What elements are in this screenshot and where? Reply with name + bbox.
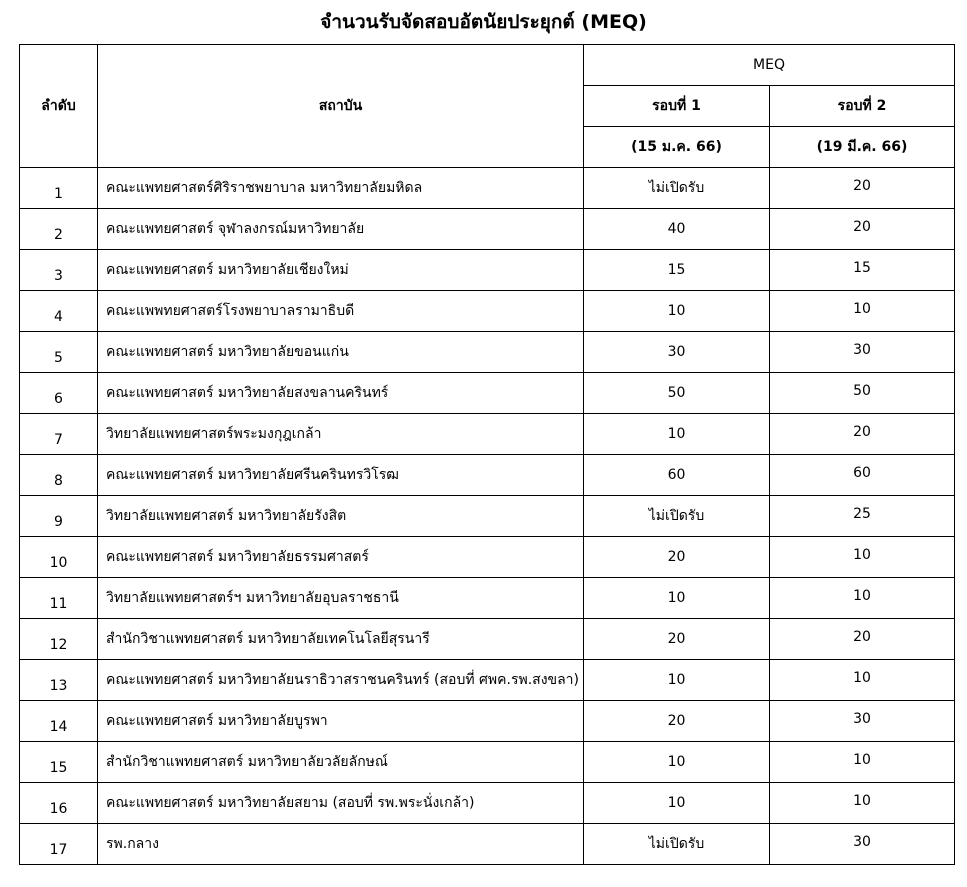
header-round2-date: (19 มี.ค. 66)	[770, 127, 955, 168]
round2-quota: 60	[770, 455, 955, 496]
round1-quota: 20	[584, 701, 770, 742]
round1-quota: 40	[584, 209, 770, 250]
table-row	[20, 455, 955, 496]
round2-quota: 30	[770, 701, 955, 742]
round2-quota: 20	[770, 414, 955, 455]
row-number: 9	[20, 496, 98, 537]
header-meq-group: MEQ	[584, 45, 955, 86]
table-row	[20, 660, 955, 701]
table-row	[20, 414, 955, 455]
header-round1: รอบที่ 1	[584, 86, 770, 127]
header-institution: สถาบัน	[98, 45, 584, 168]
round1-quota: ไม่เปิดรับ	[584, 824, 770, 865]
table-row	[20, 291, 955, 332]
round2-quota: 15	[770, 250, 955, 291]
round1-quota: 10	[584, 783, 770, 824]
row-number: 15	[20, 742, 98, 783]
table-row	[20, 168, 955, 209]
round2-quota: 20	[770, 209, 955, 250]
round2-quota: 20	[770, 619, 955, 660]
round1-quota: 10	[584, 578, 770, 619]
round2-quota: 10	[770, 578, 955, 619]
round1-quota: 15	[584, 250, 770, 291]
header-no: ลำดับ	[20, 45, 98, 168]
table-row	[20, 496, 955, 537]
row-number: 1	[20, 168, 98, 209]
institution-name: คณะแพทยศาสตร์ศิริราชพยาบาล มหาวิทยาลัยมหิดล	[98, 168, 584, 209]
institution-name: คณะแพพทยศาสตร์โรงพยาบาลรามาธิบดี	[98, 291, 584, 332]
institution-name: คณะแพทยศาสตร์ มหาวิทยาลัยธรรมศาสตร์	[98, 537, 584, 578]
row-number: 4	[20, 291, 98, 332]
institution-name: คณะแพทยศาสตร์ มหาวิทยาลัยสงขลานครินทร์	[98, 373, 584, 414]
table-row	[20, 824, 955, 865]
row-number: 13	[20, 660, 98, 701]
round2-quota: 20	[770, 168, 955, 209]
table-row	[20, 619, 955, 660]
round2-quota: 10	[770, 742, 955, 783]
row-number: 6	[20, 373, 98, 414]
row-number: 5	[20, 332, 98, 373]
row-number: 11	[20, 578, 98, 619]
round1-quota: 50	[584, 373, 770, 414]
round2-quota: 10	[770, 660, 955, 701]
round1-quota: 10	[584, 660, 770, 701]
row-number: 14	[20, 701, 98, 742]
institution-name: คณะแพทยศาสตร์ มหาวิทยาลัยสยาม (สอบที่ รพ.พระนั่งเกล้า)	[98, 783, 584, 824]
institution-name: รพ.กลาง	[98, 824, 584, 865]
table-row	[20, 783, 955, 824]
meq-quota-table	[19, 44, 955, 865]
institution-name: คณะแพทยศาสตร์ มหาวิทยาลัยขอนแก่น	[98, 332, 584, 373]
row-number: 17	[20, 824, 98, 865]
table-row	[20, 537, 955, 578]
institution-name: คณะแพทยศาสตร์ มหาวิทยาลัยเชียงใหม่	[98, 250, 584, 291]
page-title: จำนวนรับจัดสอบอัตนัยประยุกต์ (MEQ)	[320, 11, 647, 33]
round1-quota: 60	[584, 455, 770, 496]
institution-name: สำนักวิชาแพทยศาสตร์ มหาวิทยาลัยเทคโนโลยีสุรนารี	[98, 619, 584, 660]
round2-quota: 30	[770, 824, 955, 865]
round2-quota: 10	[770, 537, 955, 578]
institution-name: คณะแพทยศาสตร์ มหาวิทยาลัยบูรพา	[98, 701, 584, 742]
institution-name: สำนักวิชาแพทยศาสตร์ มหาวิทยาลัยวลัยลักษณ์	[98, 742, 584, 783]
row-number: 16	[20, 783, 98, 824]
table-row	[20, 373, 955, 414]
row-number: 8	[20, 455, 98, 496]
table-row	[20, 250, 955, 291]
round1-quota: 10	[584, 414, 770, 455]
round1-quota: ไม่เปิดรับ	[584, 168, 770, 209]
round2-quota: 50	[770, 373, 955, 414]
institution-name: วิทยาลัยแพทยศาสตร์ฯ มหาวิทยาลัยอุบลราชธานี	[98, 578, 584, 619]
round1-quota: 20	[584, 537, 770, 578]
row-number: 3	[20, 250, 98, 291]
round2-quota: 25	[770, 496, 955, 537]
table-row	[20, 578, 955, 619]
institution-name: วิทยาลัยแพทยศาสตร์พระมงกุฎเกล้า	[98, 414, 584, 455]
header-round2: รอบที่ 2	[770, 86, 955, 127]
row-number: 12	[20, 619, 98, 660]
table-row	[20, 209, 955, 250]
round1-quota: 20	[584, 619, 770, 660]
table-row	[20, 742, 955, 783]
institution-name: วิทยาลัยแพทยศาสตร์ มหาวิทยาลัยรังสิต	[98, 496, 584, 537]
table-row	[20, 332, 955, 373]
table-body	[20, 168, 955, 865]
round1-quota: 10	[584, 291, 770, 332]
institution-name: คณะแพทยศาสตร์ จุฬาลงกรณ์มหาวิทยาลัย	[98, 209, 584, 250]
round1-quota: 10	[584, 742, 770, 783]
institution-name: คณะแพทยศาสตร์ มหาวิทยาลัยนราธิวาสราชนครินทร์ (สอบที่ ศพค.รพ.สงขลา)	[98, 660, 584, 701]
round1-quota: ไม่เปิดรับ	[584, 496, 770, 537]
row-number: 10	[20, 537, 98, 578]
header-round1-date: (15 ม.ค. 66)	[584, 127, 770, 168]
round2-quota: 30	[770, 332, 955, 373]
round1-quota: 30	[584, 332, 770, 373]
round2-quota: 10	[770, 783, 955, 824]
table-row	[20, 701, 955, 742]
institution-name: คณะแพทยศาสตร์ มหาวิทยาลัยศรีนครินทรวิโรฒ	[98, 455, 584, 496]
table-header	[20, 45, 955, 168]
row-number: 2	[20, 209, 98, 250]
row-number: 7	[20, 414, 98, 455]
round2-quota: 10	[770, 291, 955, 332]
